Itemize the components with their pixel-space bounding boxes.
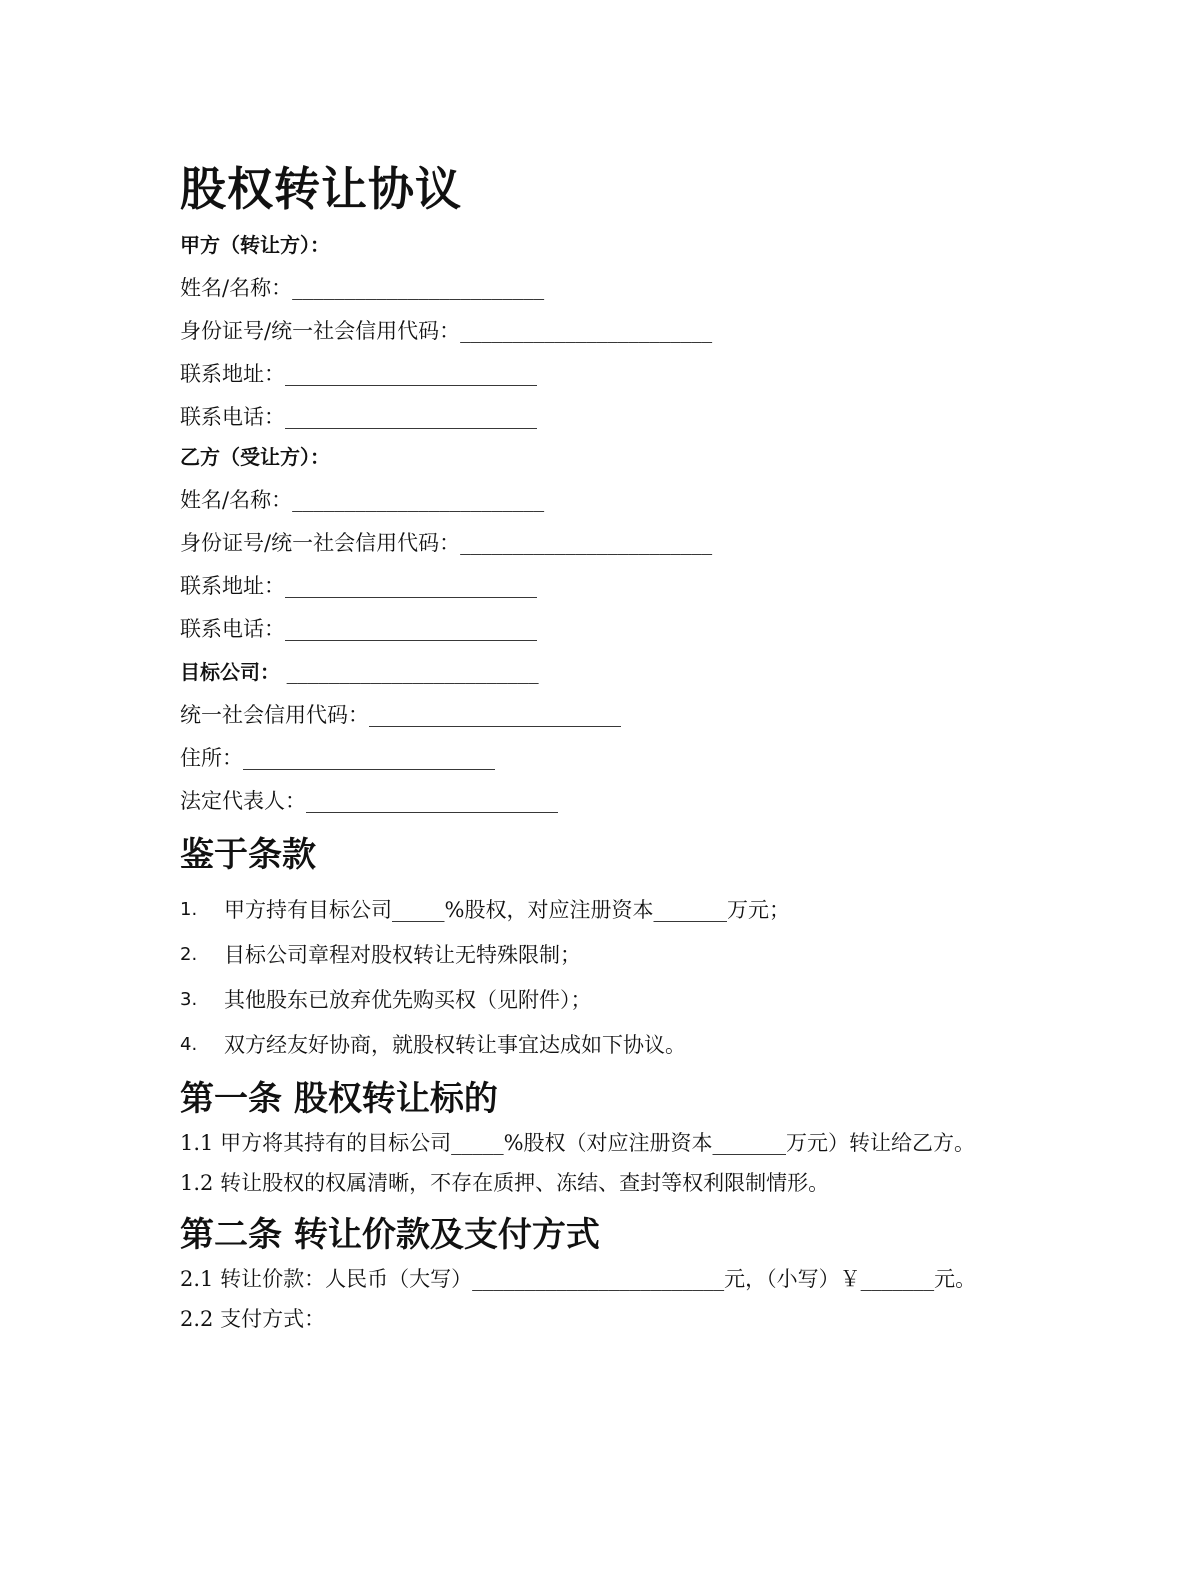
article-2-clause-1: 2.1 转让价款：人民币（大写）________________________元，（小写）￥_______元。 — [180, 1267, 977, 1291]
party-a-heading: 甲方（转让方）： — [180, 233, 330, 257]
list-text: 其他股东已放弃优先购买权（见附件）； — [224, 988, 592, 1012]
party-b-address-field — [180, 571, 1010, 601]
party-b-id-field — [180, 528, 1010, 558]
list-text: 甲方持有目标公司_____%股权，对应注册资本_______万元； — [224, 898, 790, 922]
article-2-heading: 第二条 转让价款及支付方式 — [180, 1215, 600, 1255]
fill-blank: ________________________ — [280, 660, 539, 684]
list-text: 双方经友好协商，就股权转让事宜达成如下协议。 — [224, 1033, 686, 1057]
field-label: 联系地址： — [180, 574, 285, 598]
list-number: 3. — [180, 989, 198, 1010]
company-domicile-field — [180, 743, 1010, 773]
list-number: 4. — [180, 1034, 198, 1055]
fill-blank: ________________________ — [460, 531, 713, 555]
list-item — [180, 895, 1010, 925]
list-item — [180, 940, 1010, 970]
company-legal-rep-field — [180, 786, 1010, 816]
party-a-id-field — [180, 316, 1010, 346]
party-a-name-field — [180, 273, 1010, 303]
party-b-phone-field — [180, 614, 1010, 644]
field-label: 联系地址： — [180, 362, 285, 386]
article-1-heading: 第一条 股权转让标的 — [180, 1079, 498, 1119]
recitals-list — [180, 895, 1010, 1060]
party-a-address-field — [180, 359, 1010, 389]
company-credit-code-field — [180, 700, 1010, 730]
fill-blank: ________________________ — [292, 276, 545, 300]
field-label: 姓名/名称： — [180, 488, 293, 512]
recitals-heading: 鉴于条款 — [180, 835, 316, 875]
field-label: 姓名/名称： — [180, 276, 293, 300]
field-label: 身份证号/统一社会信用代码： — [180, 319, 461, 343]
document-title: 股权转让协议 — [180, 162, 462, 216]
field-label: 法定代表人： — [180, 789, 306, 813]
list-number: 2. — [180, 944, 198, 965]
fill-blank: ________________________ — [285, 405, 537, 429]
fill-blank: ________________________ — [460, 319, 713, 343]
fill-blank: ________________________ — [285, 574, 537, 598]
fill-blank: ________________________ — [243, 746, 495, 770]
document-body — [180, 158, 1010, 1332]
article-2-clause-2: 2.2 支付方式： — [180, 1307, 326, 1331]
list-item — [180, 1030, 1010, 1060]
target-company-field — [180, 657, 1010, 687]
field-label: 住所： — [180, 746, 243, 770]
party-b-name-field — [180, 485, 1010, 515]
fill-blank: ________________________ — [285, 617, 537, 641]
fill-blank: ________________________ — [369, 703, 621, 727]
field-label: 联系电话： — [180, 617, 285, 641]
field-label: 统一社会信用代码： — [180, 703, 369, 727]
article-1-clause-1: 1.1 甲方将其持有的目标公司_____%股权（对应注册资本_______万元）转让给乙方。 — [180, 1131, 976, 1155]
fill-blank: ________________________ — [306, 789, 558, 813]
fill-blank: ________________________ — [285, 362, 537, 386]
target-company-heading: 目标公司： — [180, 660, 280, 684]
party-a-phone-field — [180, 402, 1010, 432]
field-label: 联系电话： — [180, 405, 285, 429]
fill-blank: ________________________ — [292, 488, 545, 512]
article-1-clause-2: 1.2 转让股权的权属清晰，不存在质押、冻结、查封等权利限制情形。 — [180, 1171, 830, 1195]
list-number: 1. — [180, 899, 198, 920]
party-b-heading: 乙方（受让方）： — [180, 445, 330, 469]
list-text: 目标公司章程对股权转让无特殊限制； — [224, 943, 581, 967]
list-item — [180, 985, 1010, 1015]
field-label: 身份证号/统一社会信用代码： — [180, 531, 461, 555]
